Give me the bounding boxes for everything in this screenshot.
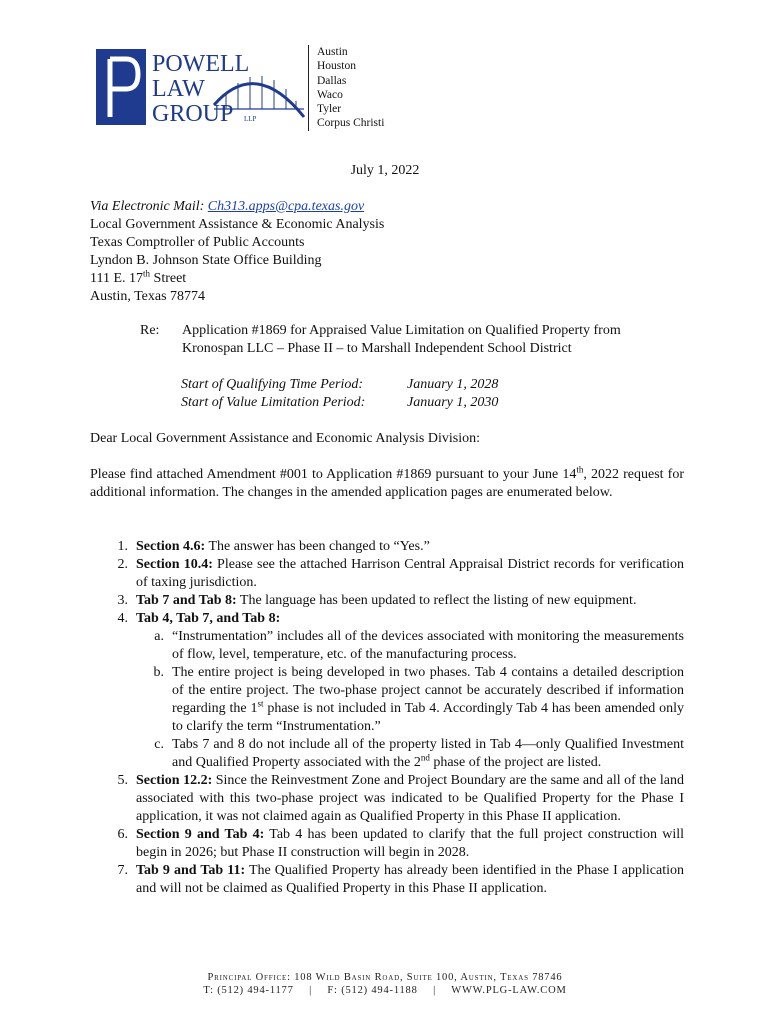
firm-name-line3: GROUP — [152, 101, 234, 127]
address-city: Austin, Texas 78774 — [90, 289, 206, 304]
firm-name-line1: POWELL — [152, 51, 250, 77]
limitation-period-value: January 1, 2030 — [407, 395, 499, 410]
office-corpus-christi: Corpus Christi — [317, 117, 385, 130]
intro-paragraph: Please find attached Amendment #001 to Application #1869 pursuant to your June 14th, 2022 request for additional information. The changes in the amended application pages are enumerated below. — [90, 464, 684, 500]
address-line2: Texas Comptroller of Public Accounts — [90, 235, 305, 250]
limitation-period-label: Start of Value Limitation Period: — [181, 395, 366, 410]
firm-name-line2: LAW — [152, 76, 205, 102]
sub-item-a: a. “Instrumentation” includes all of the devices associated with monitoring the measurements of flow, level, temperature, etc. of the manufacturing process. — [154, 629, 684, 662]
list-item: 3. Tab 7 and Tab 8: The language has been updated to reflect the listing of new equipment. — [117, 593, 637, 608]
office-locations — [308, 45, 384, 131]
recipient-email-link[interactable]: Ch313.apps@cpa.texas.gov — [207, 199, 365, 214]
salutation: Dear Local Government Assistance and Economic Analysis Division: — [90, 431, 480, 446]
list-item: 1. Section 4.6: The answer has been changed to “Yes.” — [117, 539, 430, 554]
powell-law-group-logo — [96, 47, 308, 127]
re-label: Re: — [140, 323, 160, 338]
list-item: 6. Section 9 and Tab 4: Tab 4 has been updated to clarify that the full project construction will begin in 2026; but Phase II construction will begin in 2028. — [117, 827, 684, 860]
letter-footer — [0, 972, 770, 996]
amendment-list — [90, 538, 684, 898]
footer-separator: | — [433, 985, 436, 996]
footer-website-link[interactable]: WWW.PLG-LAW.COM — [451, 985, 567, 996]
address-line1: Local Government Assistance & Economic Analysis — [90, 217, 385, 232]
period-table — [181, 376, 498, 412]
re-line1: Application #1869 for Appraised Value Limitation on Qualified Property from — [182, 323, 621, 338]
letter-date: July 1, 2022 — [350, 163, 420, 178]
address-line3: Lyndon B. Johnson State Office Building — [90, 253, 322, 268]
list-item: 2. Section 10.4: Please see the attached Harrison Central Appraisal District records for verification of taxing jurisdiction. — [117, 557, 684, 590]
list-item: 7. Tab 9 and Tab 11: The Qualified Property has already been identified in the Phase I application and will not be claimed as Qualified Property in this Phase II application. — [117, 863, 684, 896]
office-waco: Waco — [317, 88, 343, 101]
footer-phone: T: (512) 494-1177 — [203, 985, 294, 996]
office-houston: Houston — [317, 60, 356, 73]
qualifying-period-value: January 1, 2028 — [407, 377, 499, 392]
recipient-address — [90, 198, 690, 306]
footer-separator: | — [309, 985, 312, 996]
office-austin: Austin — [317, 46, 348, 58]
footer-address: Principal Office: 108 Wild Basin Road, Suite 100, Austin, Texas 78746 — [207, 972, 563, 983]
address-street: 111 E. 17th Street — [90, 268, 187, 286]
list-item: 5. Section 12.2: Since the Reinvestment Zone and Project Boundary are the same and all of the land associated with this two-phase project was indicated to be Qualified Property for the Phase I application, it was not claimed again as Qualified Property in this Phase II application. — [117, 773, 685, 824]
via-label: Via Electronic Mail: — [90, 199, 208, 214]
firm-suffix: LLP — [244, 115, 257, 123]
footer-fax: F: (512) 494-1188 — [327, 985, 418, 996]
sub-item-c: c. Tabs 7 and 8 do not include all of the property listed in Tab 4—only Qualified Investment and Qualified Property associated with the 2nd phase of the project are listed. — [154, 737, 684, 770]
qualifying-period-label: Start of Qualifying Time Period: — [181, 377, 363, 392]
office-tyler: Tyler — [317, 103, 342, 116]
re-line2: Kronospan LLC – Phase II – to Marshall Independent School District — [182, 341, 572, 356]
office-dallas: Dallas — [317, 74, 347, 87]
list-item: 4. Tab 4, Tab 7, and Tab 8: a. “Instrumentation” includes all of the devices associated with monitoring the measurements of flow, level, temperature, etc. of the manufacturing process. b. The entire project is being developed in two phases. Tab 4 contains a detailed description of the entire project. The two-phase project cannot be accurately described if information regarding the 1st phase is not included in Tab 4. Accordingly Tab 4 has been amended only to clarify the term “Instrumentation.” c. Tabs 7 and 8 do not include all of the property listed in Tab 4—only Qualified Investment and Qualified Property associated with the 2nd phase of the project are listed. — [117, 611, 684, 770]
sub-item-b: b. The entire project is being developed in two phases. Tab 4 contains a detailed description of the entire project. The two-phase project cannot be accurately described if information regarding the 1st phase is not included in Tab 4. Accordingly Tab 4 has been amended only to clarify the term “Instrumentation.” — [153, 665, 684, 734]
